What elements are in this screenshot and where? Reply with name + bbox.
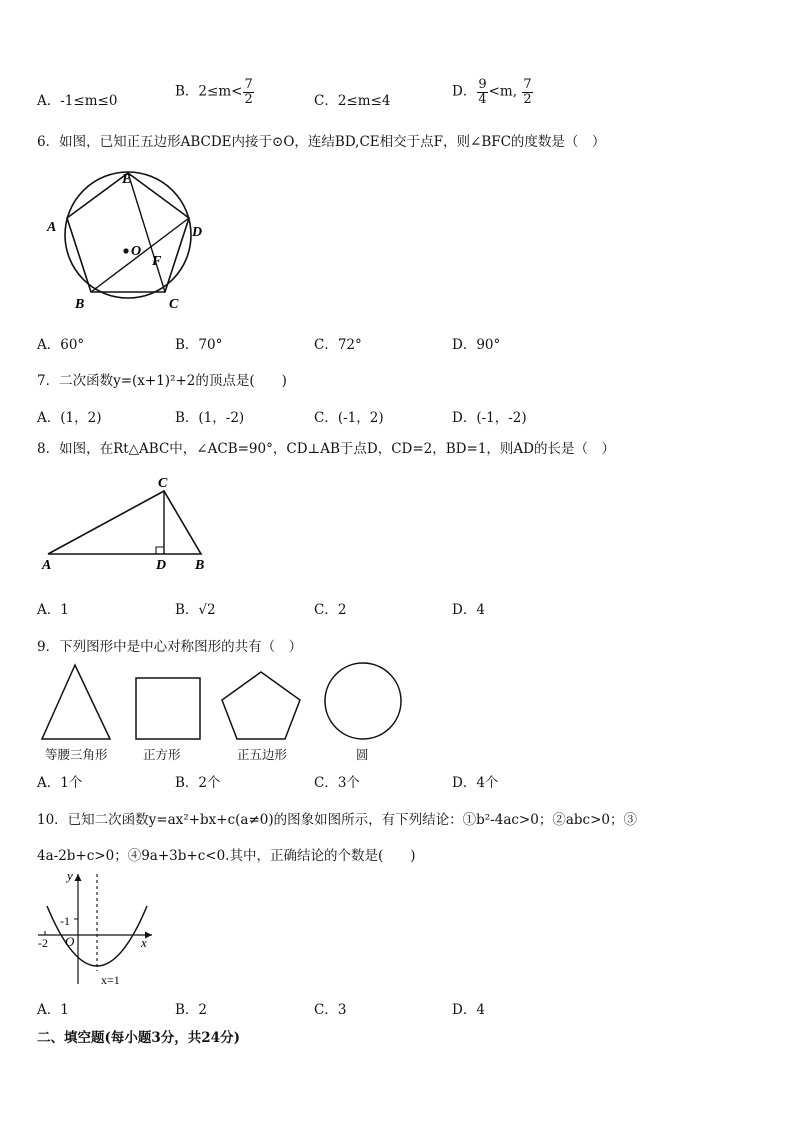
label-d: D (192, 225, 203, 240)
q9-option-b: B．2个 (175, 775, 221, 791)
q6-pentagon-figure (40, 168, 220, 318)
q10-option-d: D．4 (452, 1002, 485, 1018)
q5-option-b-fraction (243, 78, 253, 106)
section-title: 二、填空题(每小题3分，共24分) (37, 1030, 240, 1046)
label-b: B (75, 297, 85, 312)
fraction-denominator: 2 (244, 91, 253, 107)
q5-option-b (175, 78, 255, 106)
fraction-denominator: 2 (523, 91, 532, 107)
q6-stem: 6．如图，已知正五边形ABCDE内接于⊙O，连结BD,CE相交于点F，则∠BFC的度数是（ ） (37, 134, 606, 150)
q5-option-d-fraction-1 (477, 78, 487, 106)
q8-option-b: B．√2 (175, 602, 216, 618)
caption-square: 正方形 (143, 747, 181, 762)
label-c: C (158, 476, 168, 491)
label-d: D (156, 558, 167, 573)
caption-regular-pentagon: 正五边形 (237, 747, 288, 762)
segment-ce (128, 173, 165, 292)
q5-option-b-prefix: B．2≤m< (175, 83, 243, 100)
label-a: A (47, 220, 57, 235)
label-axis-x-eq-1: x=1 (101, 973, 120, 987)
label-y: y (67, 868, 73, 883)
q10-parabola-graph (34, 866, 164, 990)
circle-o (65, 172, 191, 298)
label-c: C (169, 297, 179, 312)
label-neg2: -2 (38, 936, 48, 950)
q6-option-d: D．90° (452, 337, 501, 353)
isosceles-triangle-shape (42, 665, 110, 739)
q5-option-d (452, 78, 534, 106)
label-origin: O (65, 934, 75, 949)
q9-stem: 9．下列图形中是中心对称图形的共有（ ） (37, 639, 303, 655)
q8-option-d: D．4 (452, 602, 485, 618)
q7-option-c: C．(-1，2) (314, 410, 384, 426)
q9-option-a: A．1个 (37, 775, 83, 791)
q7-option-b: B．(1，-2) (175, 410, 245, 426)
q10-option-c: C．3 (314, 1002, 347, 1018)
q7-option-a: A．(1，2) (37, 410, 102, 426)
q9-option-c: C．3个 (314, 775, 360, 791)
label-a: A (42, 558, 52, 573)
q5-option-d-fraction-2 (522, 78, 532, 106)
fraction-numerator: 7 (244, 77, 253, 92)
triangle-abc (48, 491, 201, 554)
right-angle-mark (156, 547, 164, 554)
q7-option-d: D．(-1，-2) (452, 410, 527, 426)
q5-option-a: A．-1≤m≤0 (37, 93, 118, 109)
q5-option-c: C．2≤m≤4 (314, 93, 391, 109)
label-neg1: -1 (60, 914, 70, 928)
regular-pentagon-shape (222, 672, 300, 739)
q5-option-d-prefix: D． (452, 83, 477, 100)
fraction-numerator: 7 (523, 77, 532, 92)
center-point (123, 248, 128, 253)
q9-shapes-figure (40, 662, 410, 742)
q8-option-a: A．1 (37, 602, 69, 618)
q9-option-d: D．4个 (452, 775, 499, 791)
q7-stem: 7．二次函数y=(x+1)²+2的顶点是( ) (37, 373, 287, 389)
label-x: x (141, 935, 147, 950)
q8-triangle-figure (38, 472, 218, 577)
label-f: F (152, 254, 162, 269)
caption-isosceles-triangle: 等腰三角形 (45, 747, 108, 762)
label-e: E (122, 172, 132, 187)
q10-option-a: A．1 (37, 1002, 69, 1018)
q8-stem: 8．如图，在Rt△ABC中，∠ACB=90°，CD⊥AB于点D，CD=2，BD=1，则AD的长是（ ） (37, 441, 615, 457)
circle-shape (325, 663, 401, 739)
q10-stem-line-2: 4a-2b+c>0；④9a+3b+c<0.其中，正确结论的个数是( ) (37, 848, 416, 864)
q6-option-b: B．70° (175, 337, 223, 353)
label-b: B (195, 558, 205, 573)
caption-circle: 圆 (356, 747, 369, 762)
fraction-denominator: 4 (478, 91, 487, 107)
square-shape (136, 678, 200, 739)
q8-option-c: C．2 (314, 602, 347, 618)
fraction-numerator: 9 (478, 77, 487, 92)
q6-option-c: C．72° (314, 337, 362, 353)
q10-stem-line-1: 10．已知二次函数y=ax²+bx+c(a≠0)的图象如图所示，有下列结论：①b²-4ac>0；②abc>0；③ (37, 812, 637, 828)
q5-option-d-middle: <m, (488, 83, 518, 100)
q10-option-b: B．2 (175, 1002, 208, 1018)
q6-option-a: A．60° (37, 337, 85, 353)
label-o: O (131, 244, 142, 259)
